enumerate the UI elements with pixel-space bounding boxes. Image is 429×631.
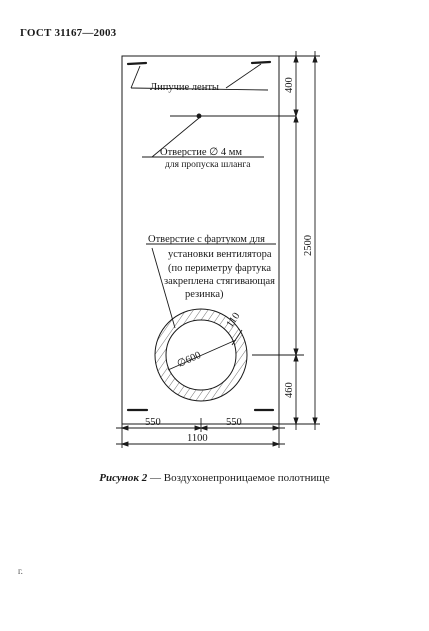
fan-callout-line4: закреплена стягивающая [164,276,276,287]
dim-bottom-offset: 460 [284,382,295,398]
hose-hole-label: Отверстие ∅ 4 мм [160,147,243,158]
dim-height: 2500 [303,235,314,256]
caption-dash: — [147,472,164,484]
hose-hole-sublabel: для пропуска шланга [165,160,251,170]
dim-left-half: 550 [145,417,161,428]
figure-label: Рисунок 2 [99,472,148,484]
fan-callout-line1: Отверстие с фартуком для [148,234,265,245]
fan-callout-line3: (по периметру фартука [168,263,272,274]
dim-right-half: 550 [226,417,242,428]
figure-title: Воздухонепроницаемое полотнище [163,472,330,484]
figure-caption [0,472,429,484]
fan-callout-line5: резинка) [185,289,224,300]
diameter-label: ∅600 [175,349,203,371]
fan-callout-line2: установки вентилятора [168,249,272,260]
hose-hole-marker [170,114,296,118]
page-mark: г. [18,566,23,576]
apron-label: 110 [224,310,243,330]
document-header: ГОСТ 31167—2003 [20,27,117,39]
dim-top-offset: 400 [284,77,295,93]
dim-total-width: 1100 [187,433,208,444]
velcro-label: Липучие ленты [150,82,219,93]
